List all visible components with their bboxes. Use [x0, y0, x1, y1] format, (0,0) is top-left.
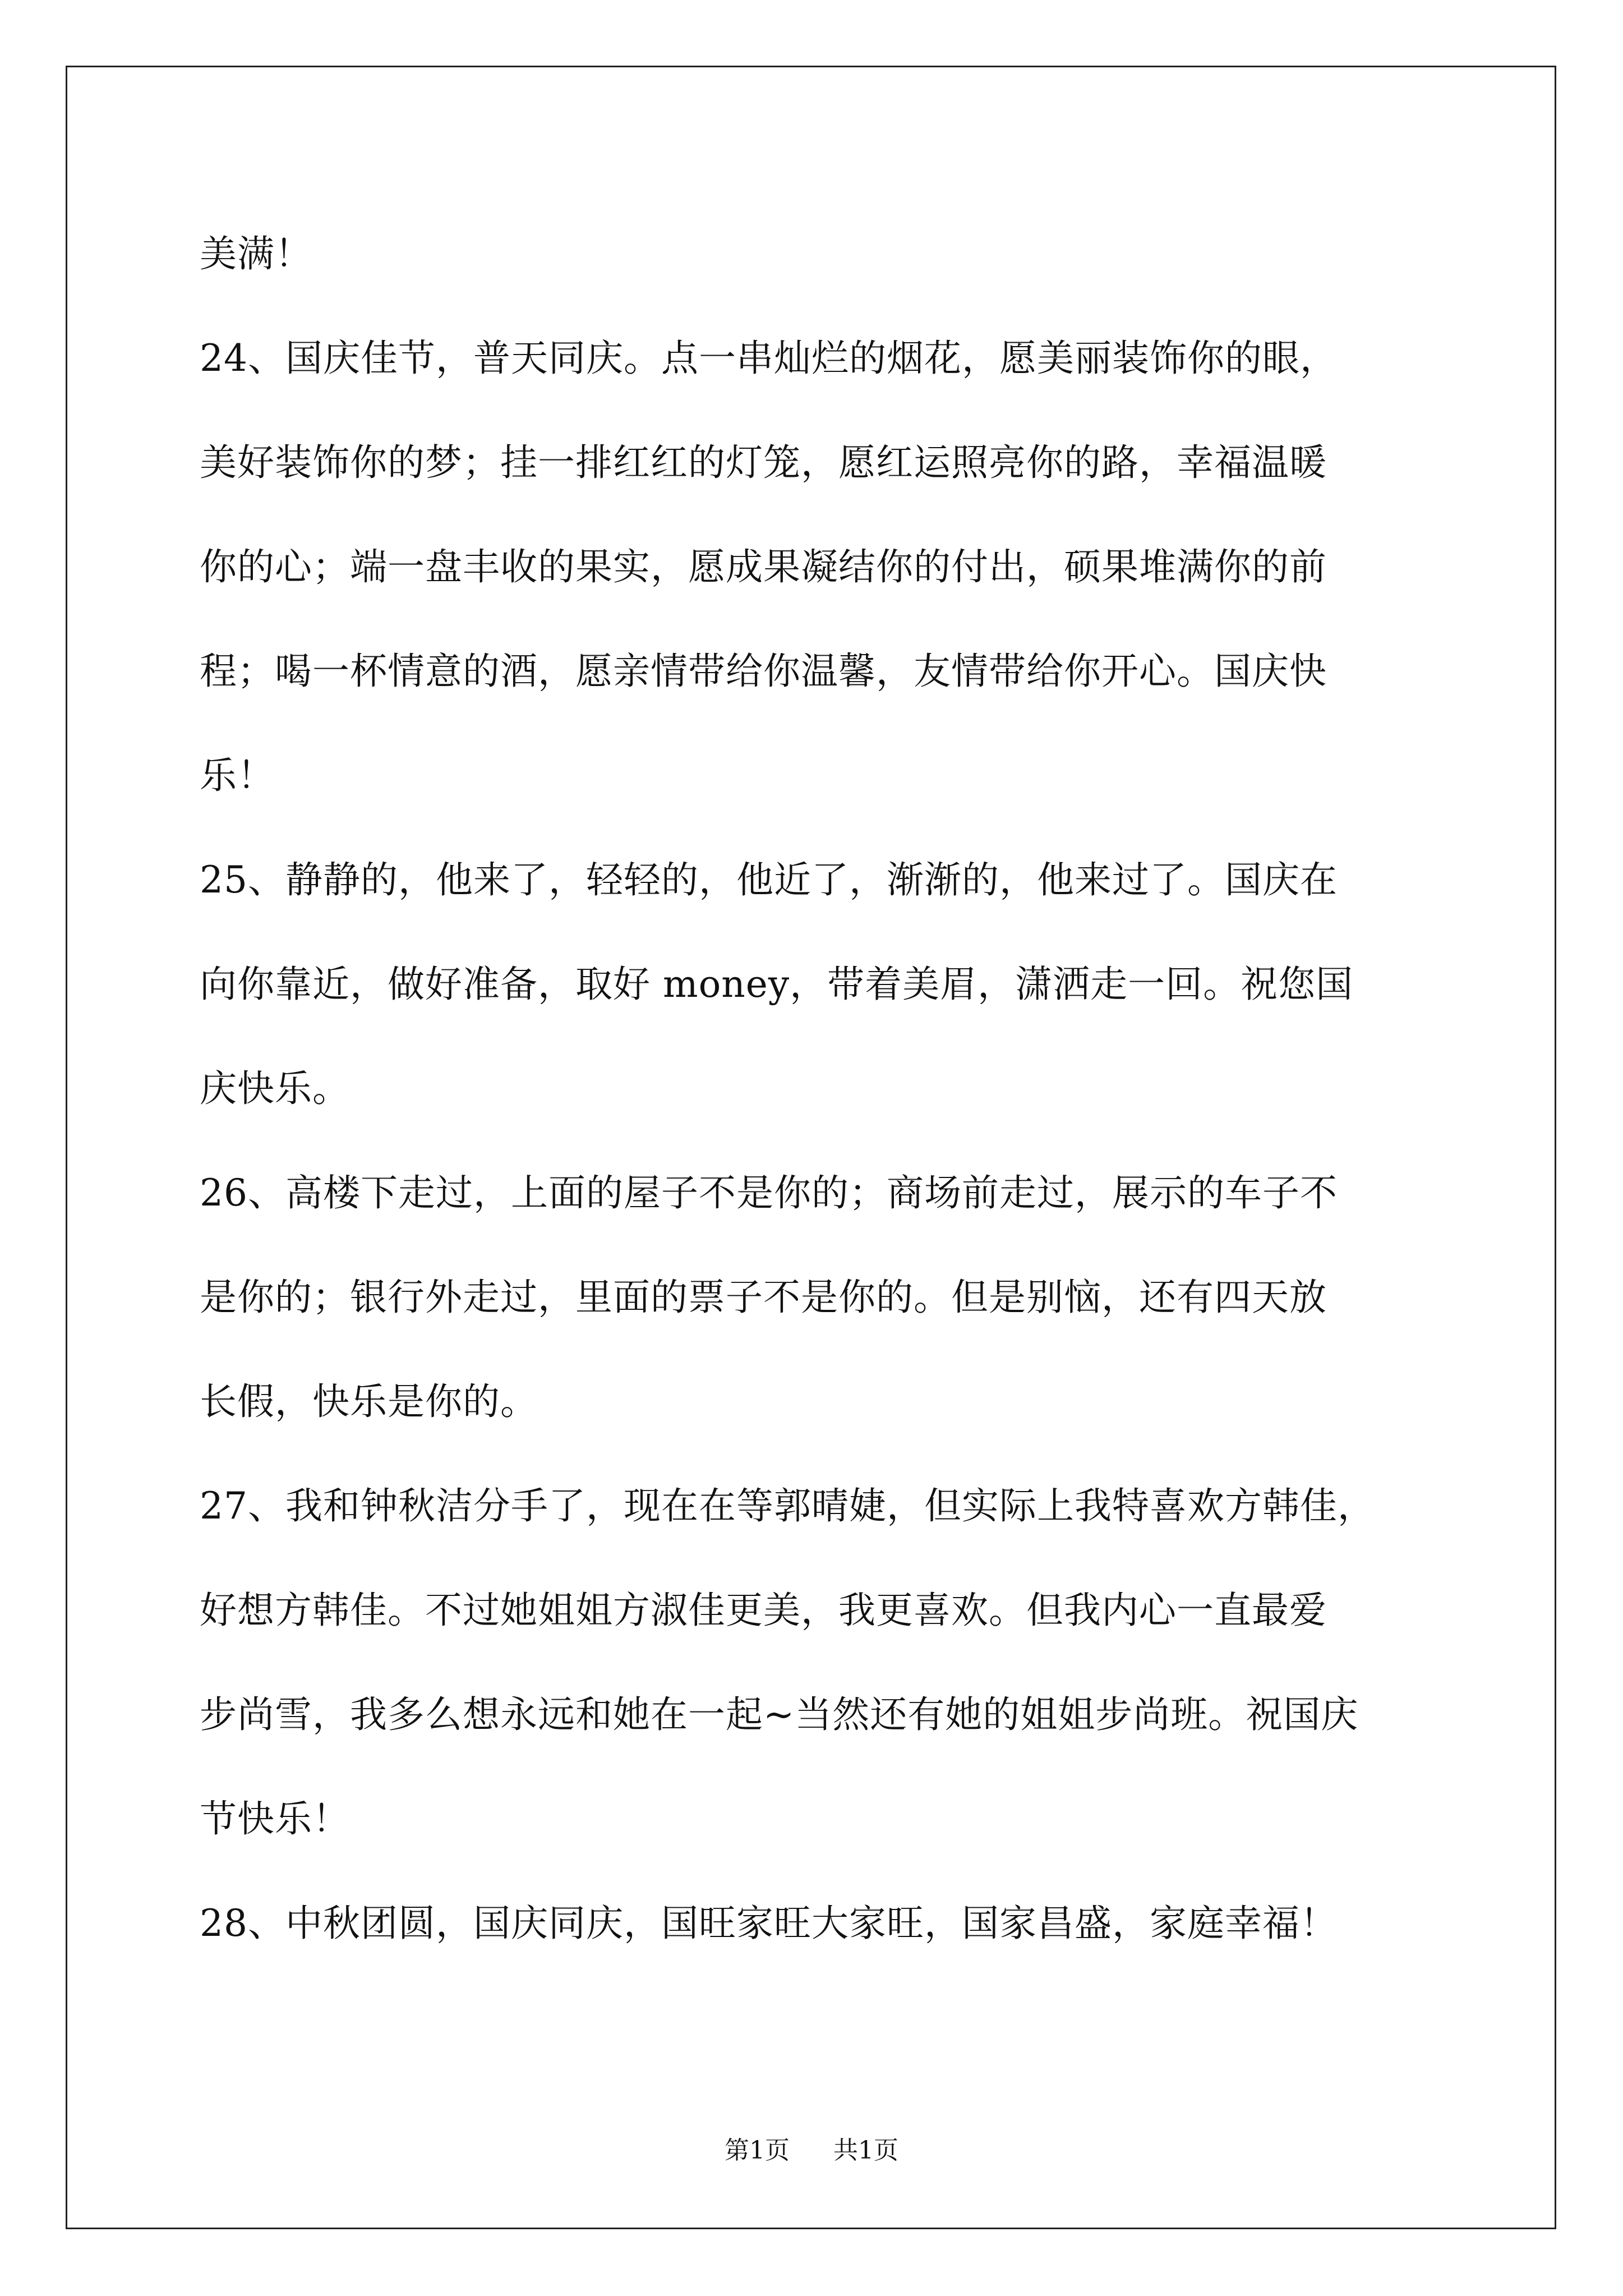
text-line: 25、静静的，他来了，轻轻的，他近了，渐渐的，他来过了。国庆在 [200, 858, 1338, 901]
text-line: 节快乐！ [200, 1797, 350, 1841]
text-line: 24、国庆佳节，普天同庆。点一串灿烂的烟花，愿美丽装饰你的眼， [200, 337, 1338, 380]
page-footer [0, 2135, 1623, 2166]
text-line: 步尚雪，我多么想永远和她在一起~当然还有她的姐姐步尚班。祝国庆 [200, 1693, 1359, 1736]
text-line: 向你靠近，做好准备，取好 money，带着美眉，潇洒走一回。祝您国 [200, 963, 1354, 1006]
text-line: 好想方韩佳。不过她姐姐方淑佳更美，我更喜欢。但我内心一直最爱 [200, 1589, 1327, 1632]
text-line: 你的心；端一盘丰收的果实，愿成果凝结你的付出，硕果堆满你的前 [200, 545, 1327, 588]
text-line: 庆快乐。 [200, 1067, 350, 1110]
page-number-total: 共1页 [833, 2136, 898, 2165]
text-line: 美满！ [200, 232, 312, 275]
page-number-current: 第1页 [725, 2136, 790, 2165]
text-line: 美好装饰你的梦；挂一排红红的灯笼，愿红运照亮你的路，幸福温暖 [200, 441, 1327, 484]
text-line: 长假，快乐是你的。 [200, 1380, 538, 1423]
text-line: 28、中秋团圆，国庆同庆，国旺家旺大家旺，国家昌盛，家庭幸福！ [200, 1902, 1338, 1945]
text-line: 26、高楼下走过，上面的屋子不是你的；商场前走过，展示的车子不 [200, 1171, 1338, 1214]
text-line: 程；喝一杯情意的酒，愿亲情带给你温馨，友情带给你开心。国庆快 [200, 650, 1327, 693]
text-line: 27、我和钟秋洁分手了，现在在等郭晴婕，但实际上我特喜欢方韩佳， [200, 1484, 1375, 1527]
text-line: 乐！ [200, 754, 275, 797]
text-line: 是你的；银行外走过，里面的票子不是你的。但是别恼，还有四天放 [200, 1276, 1327, 1319]
